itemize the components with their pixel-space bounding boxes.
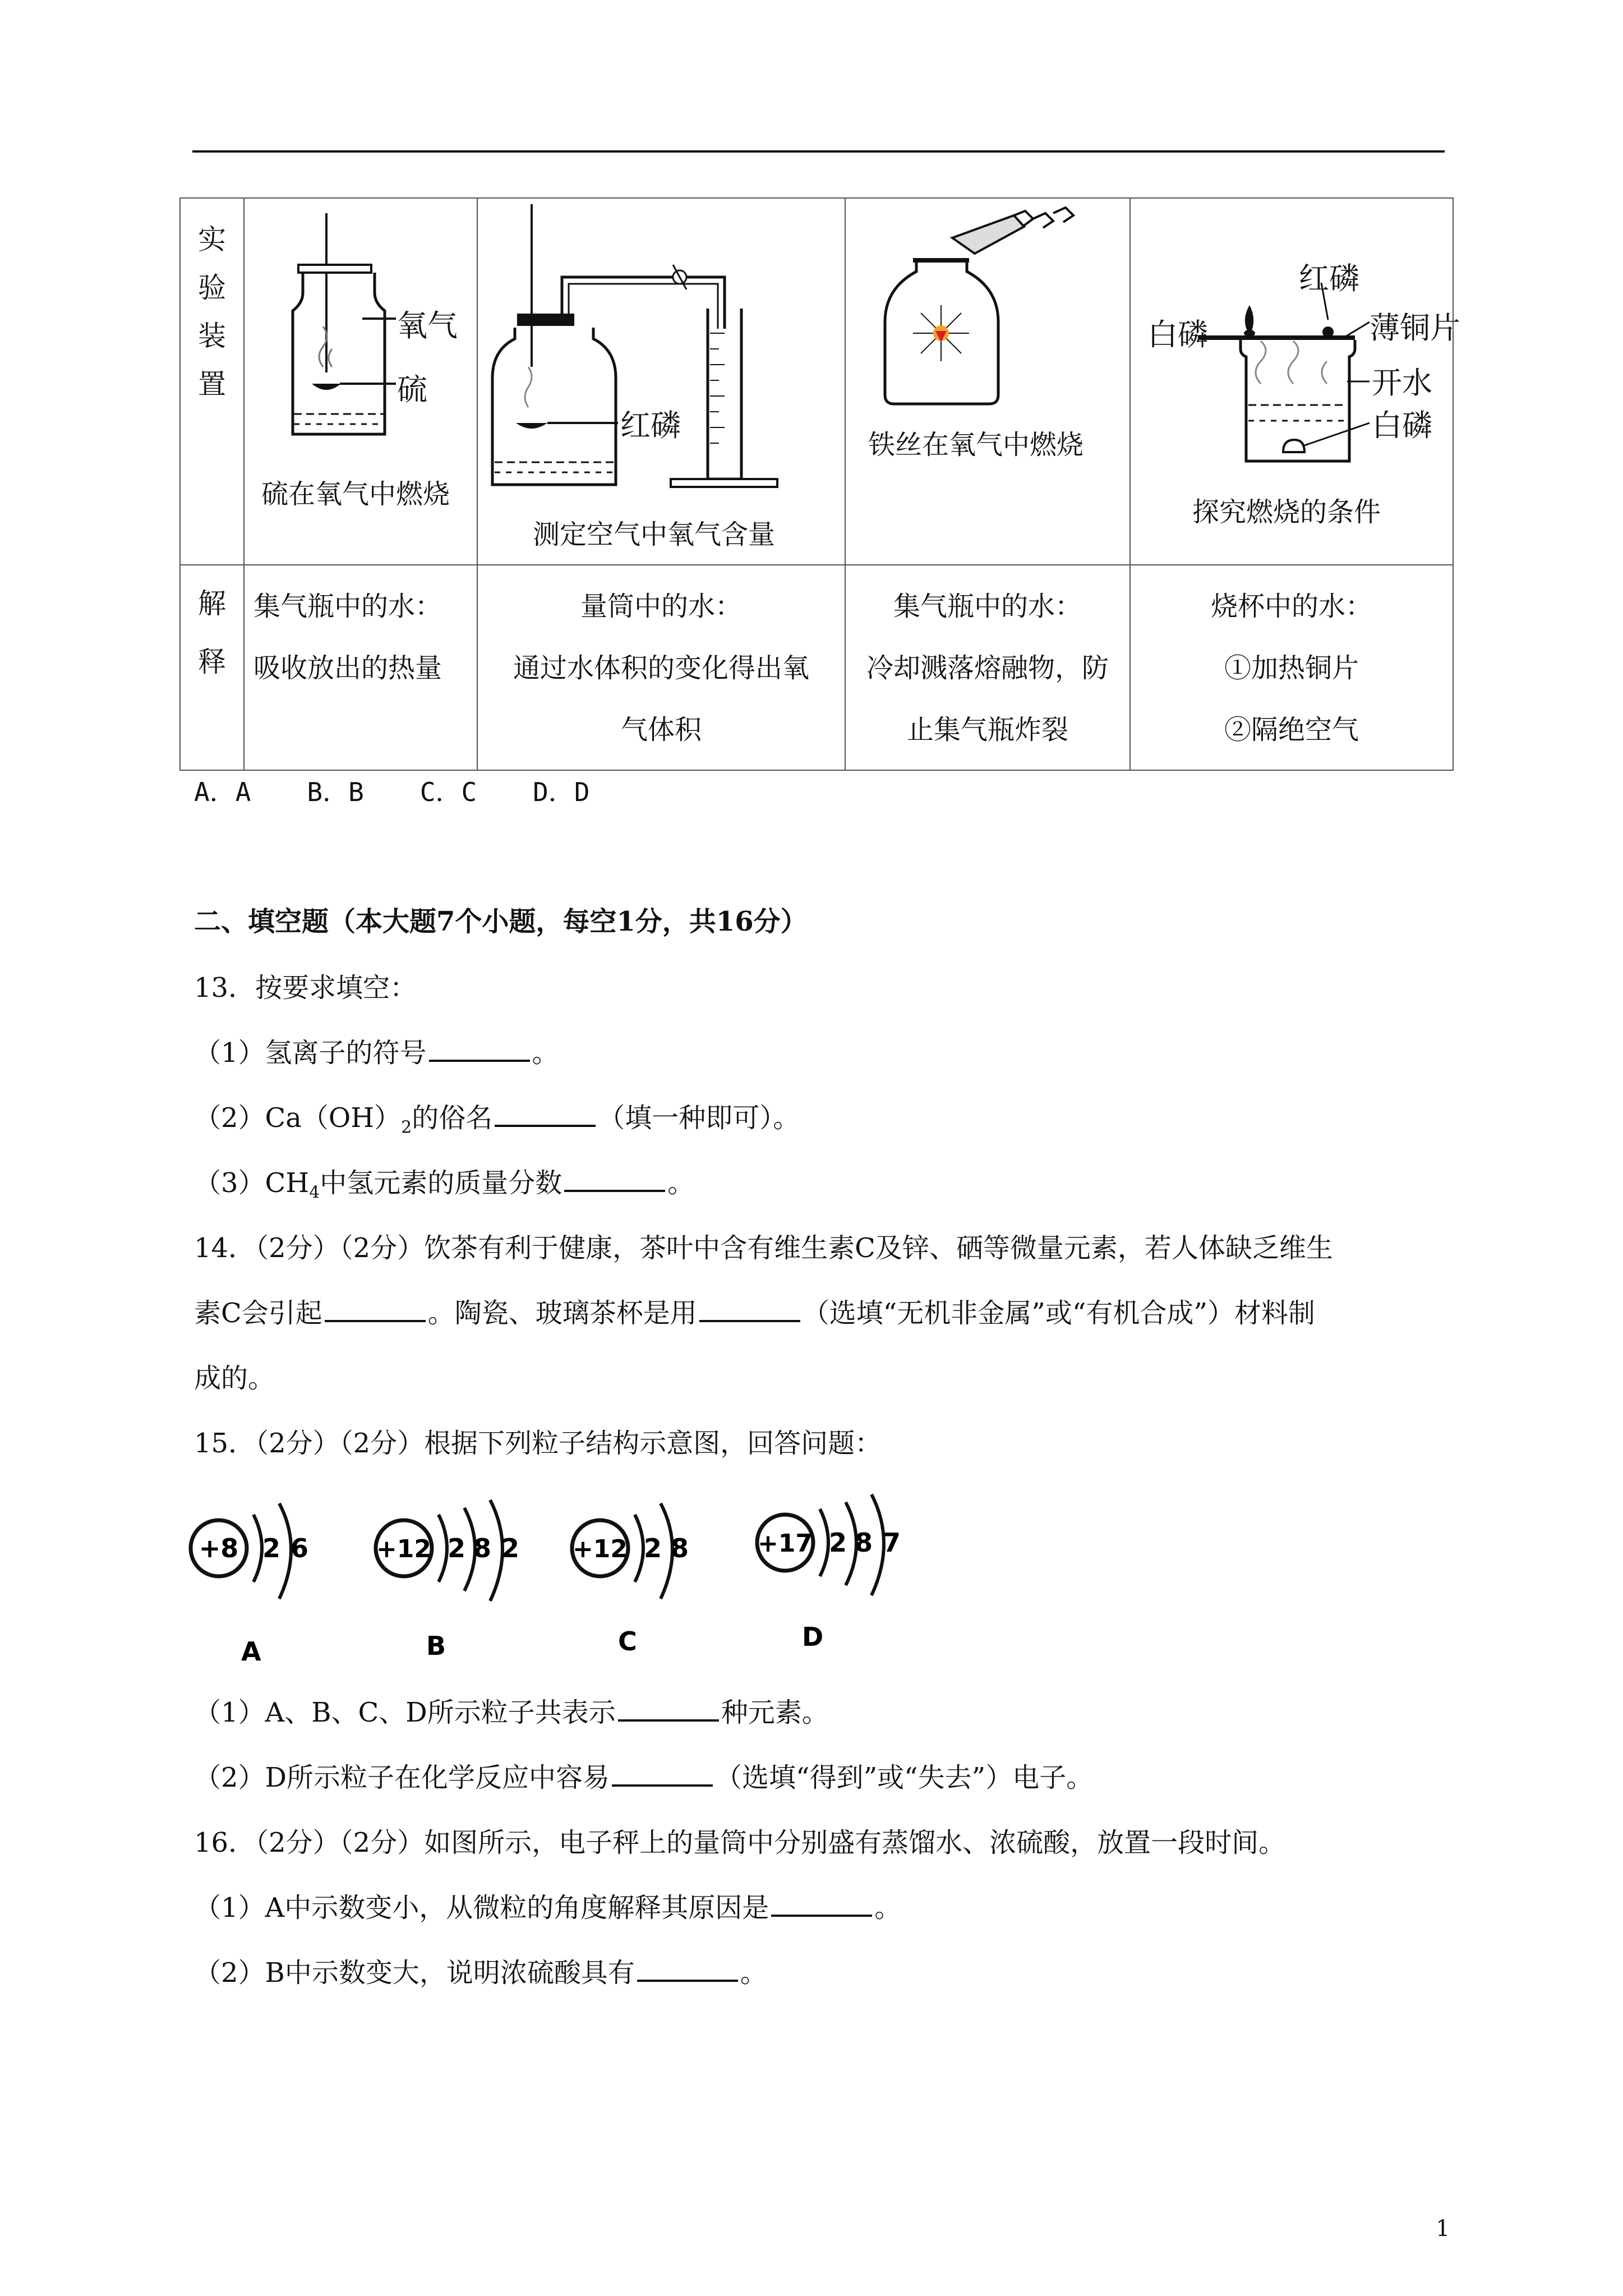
atom-b-nucleus: +12 bbox=[376, 1535, 432, 1563]
atom-b-label: B bbox=[426, 1631, 446, 1661]
q16-part2: （2）B中示数变大，说明浓硫酸具有 。 bbox=[194, 1957, 767, 1989]
label-copper-sheet: 薄铜片 bbox=[1370, 310, 1460, 346]
label-boiling-water: 开水 bbox=[1372, 365, 1432, 401]
atom-d-shell-3: 7 bbox=[883, 1527, 901, 1558]
page-number: 1 bbox=[1436, 2216, 1450, 2242]
label-white-phosphorus-top: 白磷 bbox=[1147, 317, 1208, 352]
q15-part1: （1）A、B、C、D所示粒子共表示 种元素。 bbox=[194, 1697, 829, 1728]
explanation-3: 集气瓶中的水： 冷却溅落熔融物，防 止集气瓶炸裂 bbox=[845, 565, 1130, 770]
atom-c-nucleus: +12 bbox=[572, 1535, 628, 1563]
apparatus-air-oxygen bbox=[477, 198, 845, 565]
option-b[interactable]: B．B bbox=[307, 777, 364, 807]
label-sulfur: 硫 bbox=[397, 372, 427, 407]
answer-blank[interactable] bbox=[618, 1714, 719, 1722]
label-red-phosphorus: 红磷 bbox=[620, 408, 681, 443]
atom-a-nucleus: +8 bbox=[199, 1533, 239, 1563]
q16-part1: （1）A中示数变小，从微粒的角度解释其原因是 。 bbox=[194, 1892, 902, 1924]
answer-blank[interactable] bbox=[495, 1119, 596, 1127]
answer-blank[interactable] bbox=[771, 1909, 872, 1917]
answer-options bbox=[194, 772, 646, 809]
answer-blank[interactable] bbox=[637, 1974, 738, 1982]
atom-a bbox=[191, 1503, 308, 1667]
atom-structure-diagrams bbox=[185, 1492, 970, 1672]
answer-blank[interactable] bbox=[564, 1184, 665, 1192]
label-red-phosphorus-2: 红磷 bbox=[1299, 261, 1359, 296]
header-rule bbox=[192, 150, 1445, 153]
iron-wire-figure bbox=[846, 199, 1131, 564]
answer-blank[interactable] bbox=[612, 1779, 713, 1787]
air-oxygen-figure bbox=[478, 199, 846, 564]
atom-d-shell-1: 2 bbox=[829, 1527, 847, 1558]
q14-line2: 素C会引起 。陶瓷、玻璃茶杯是用 （选填“无机非金属”或“有机合成”）材料制 bbox=[194, 1297, 1315, 1329]
answer-blank[interactable] bbox=[325, 1314, 426, 1322]
q16-stem: 16．（2分）（2分）如图所示，电子秤上的量筒中分别盛有蒸馏水、浓硫酸，放置一段时间。 bbox=[194, 1827, 1286, 1858]
q13-stem: 13．按要求填空： bbox=[194, 972, 417, 1004]
atom-c bbox=[572, 1503, 689, 1657]
atom-c-shell-1: 2 bbox=[644, 1533, 662, 1563]
section-heading: 二、填空题（本大题7个小题，每空1分，共16分） bbox=[194, 906, 808, 937]
row-header-explanation: 解 释 bbox=[180, 565, 244, 770]
row-header-apparatus: 实 验 装 置 bbox=[180, 198, 244, 565]
explanation-4: 烧杯中的水： ①加热铜片 ②隔绝空气 bbox=[1130, 565, 1453, 770]
answer-blank[interactable] bbox=[429, 1054, 530, 1062]
atom-c-label: C bbox=[618, 1626, 637, 1657]
q13-part1: （1）氢离子的符号 。 bbox=[194, 1037, 559, 1069]
answer-blank[interactable] bbox=[699, 1314, 800, 1322]
atom-d-shell-2: 8 bbox=[855, 1527, 873, 1558]
caption-combustion: 探究燃烧的条件 bbox=[1192, 496, 1381, 528]
atom-a-shell-2: 6 bbox=[291, 1533, 309, 1563]
atom-b-shell-1: 2 bbox=[448, 1533, 466, 1563]
atom-b-shell-2: 8 bbox=[473, 1533, 492, 1563]
experiment-table bbox=[179, 197, 1460, 771]
caption-air-oxygen: 测定空气中氧气含量 bbox=[533, 519, 776, 550]
option-a[interactable]: A．A bbox=[194, 777, 251, 807]
q13-part3: $(3)CH_4$中氢元素的质量分数 。 bbox=[194, 1167, 695, 1203]
caption-iron-wire: 铁丝在氧气中燃烧 bbox=[868, 429, 1084, 461]
atom-d bbox=[757, 1494, 901, 1652]
atom-b-shell-3: 2 bbox=[501, 1533, 520, 1563]
q13-part2: $(2)Ca(OH)_2$的俗名 （填一种即可）。 bbox=[194, 1102, 800, 1138]
caption-sulfur: 硫在氧气中燃烧 bbox=[261, 478, 450, 510]
option-d[interactable]: D．D bbox=[533, 777, 590, 807]
q14-line1: 14．（2分）（2分）饮茶有利于健康，茶叶中含有维生素C及锌、硒等微量元素，若人体缺乏维生 bbox=[194, 1232, 1333, 1264]
explanation-2: 量筒中的水： 通过水体积的变化得出氧 气体积 bbox=[477, 565, 845, 770]
q15-stem: 15．（2分）（2分）根据下列粒子结构示意图，回答问题： bbox=[194, 1428, 882, 1459]
atom-a-shell-1: 2 bbox=[262, 1533, 281, 1563]
apparatus-sulfur bbox=[244, 198, 477, 565]
q14-line3: 成的。 bbox=[194, 1363, 275, 1394]
atom-c-shell-2: 8 bbox=[671, 1533, 689, 1563]
explanation-1: 集气瓶中的水： 吸收放出的热量 bbox=[244, 565, 477, 770]
atom-d-label: D bbox=[802, 1622, 824, 1652]
atom-a-label: A bbox=[241, 1636, 261, 1667]
q15-part2: （2）D所示粒子在化学反应中容易 （选填“得到”或“失去”）电子。 bbox=[194, 1762, 1094, 1793]
apparatus-combustion-conditions bbox=[1130, 198, 1460, 565]
label-white-phosphorus-bottom: 白磷 bbox=[1372, 408, 1432, 443]
label-oxygen: 氧气 bbox=[397, 308, 458, 343]
apparatus-iron-wire bbox=[845, 198, 1130, 565]
option-c[interactable]: C．C bbox=[419, 777, 477, 807]
atom-b bbox=[376, 1500, 519, 1661]
atom-d-nucleus: +17 bbox=[757, 1529, 813, 1558]
